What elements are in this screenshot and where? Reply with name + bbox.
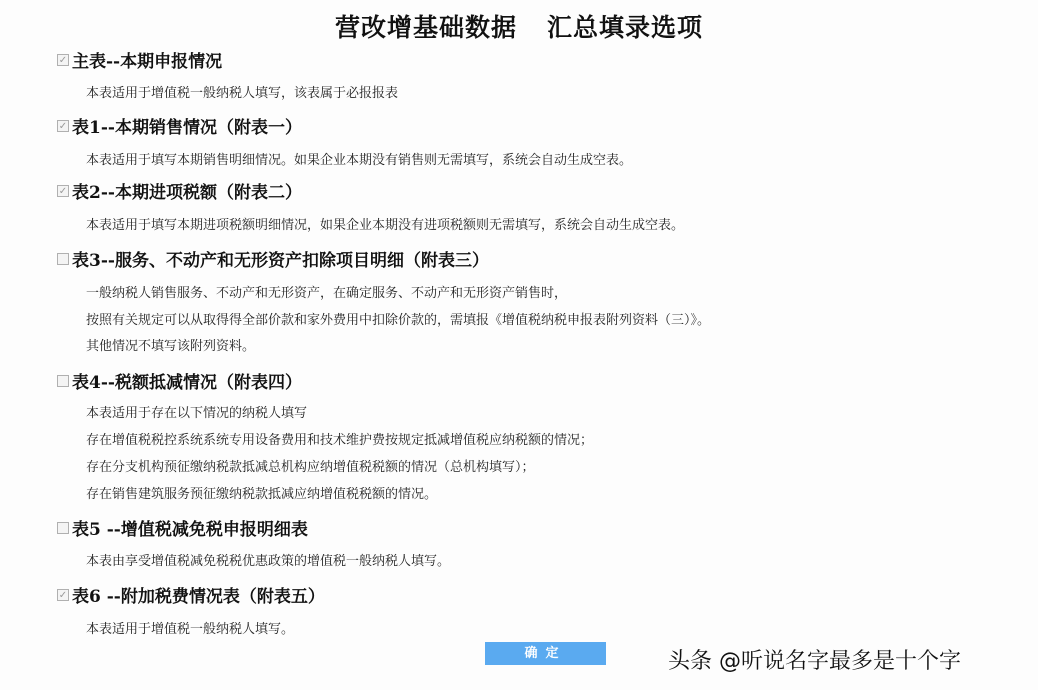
confirm-button[interactable]: 确定 [485,642,606,665]
section-description: 本表适用于增值税一般纳税人填写，该表属于必报报表 [86,86,399,101]
title-part-1: 营改增基础数据 [334,13,517,42]
checkbox-checked[interactable]: ✓ [58,589,68,601]
section-description: 本表由享受增值税减免税税优惠政策的增值税一般纳税人填写。 [86,554,451,569]
section-description: 按照有关规定可以从取得得全部价款和家外费用中扣除价款的，需填报《增值税纳税申报表附列资料（三）》。 [86,313,711,328]
section-description: 存在销售建筑服务预征缴纳税款抵减应纳增值税税额的情况。 [86,487,438,502]
watermark: 头条 @听说名字最多是十个字 [668,649,961,674]
checkbox-checked[interactable]: ✓ [58,185,68,197]
page-title [0,8,1038,44]
section-heading[interactable]: 表3--服务、不动产和无形资产扣除项目明细（附表三） [72,251,489,271]
section-heading[interactable]: 表1--本期销售情况（附表一） [72,118,302,138]
section-1 [57,113,302,138]
checkbox-unchecked[interactable] [57,253,69,265]
section-0 [57,47,222,72]
section-heading[interactable]: 表4--税额抵减情况（附表四） [72,373,302,393]
section-3 [57,246,489,271]
section-heading[interactable]: 主表--本期申报情况 [72,52,223,72]
section-description: 本表适用于存在以下情况的纳税人填写 [86,406,308,421]
section-description: 本表适用于填写本期进项税额明细情况，如果企业本期没有进项税额则无需填写，系统会自动生成空表。 [86,218,685,233]
section-description: 一般纳税人销售服务、不动产和无形资产，在确定服务、不动产和无形资产销售时， [86,286,568,301]
section-description: 本表适用于增值税一般纳税人填写。 [86,622,295,637]
checkbox-checked[interactable]: ✓ [58,120,68,132]
checkbox-unchecked[interactable] [57,522,69,534]
section-5 [57,515,308,540]
section-6 [57,582,325,607]
section-description: 存在增值税税控系统系统专用设备费用和技术维护费按规定抵减增值税应纳税额的情况； [86,433,594,448]
section-2 [57,178,302,203]
section-description: 其他情况不填写该附列资料。 [86,339,256,354]
title-part-2: 汇总填录选项 [547,13,704,42]
section-description: 本表适用于填写本期销售明细情况。如果企业本期没有销售则无需填写，系统会自动生成空表。 [86,153,633,168]
section-description: 存在分支机构预征缴纳税款抵减总机构应纳增值税税额的情况（总机构填写）； [86,460,535,475]
section-heading[interactable]: 表5 --增值税减免税申报明细表 [72,520,308,540]
section-heading[interactable]: 表6 --附加税费情况表（附表五） [72,587,325,607]
section-4 [57,368,302,393]
checkbox-unchecked[interactable] [57,375,69,387]
section-heading[interactable]: 表2--本期进项税额（附表二） [72,183,302,203]
checkbox-checked[interactable]: ✓ [58,54,68,66]
